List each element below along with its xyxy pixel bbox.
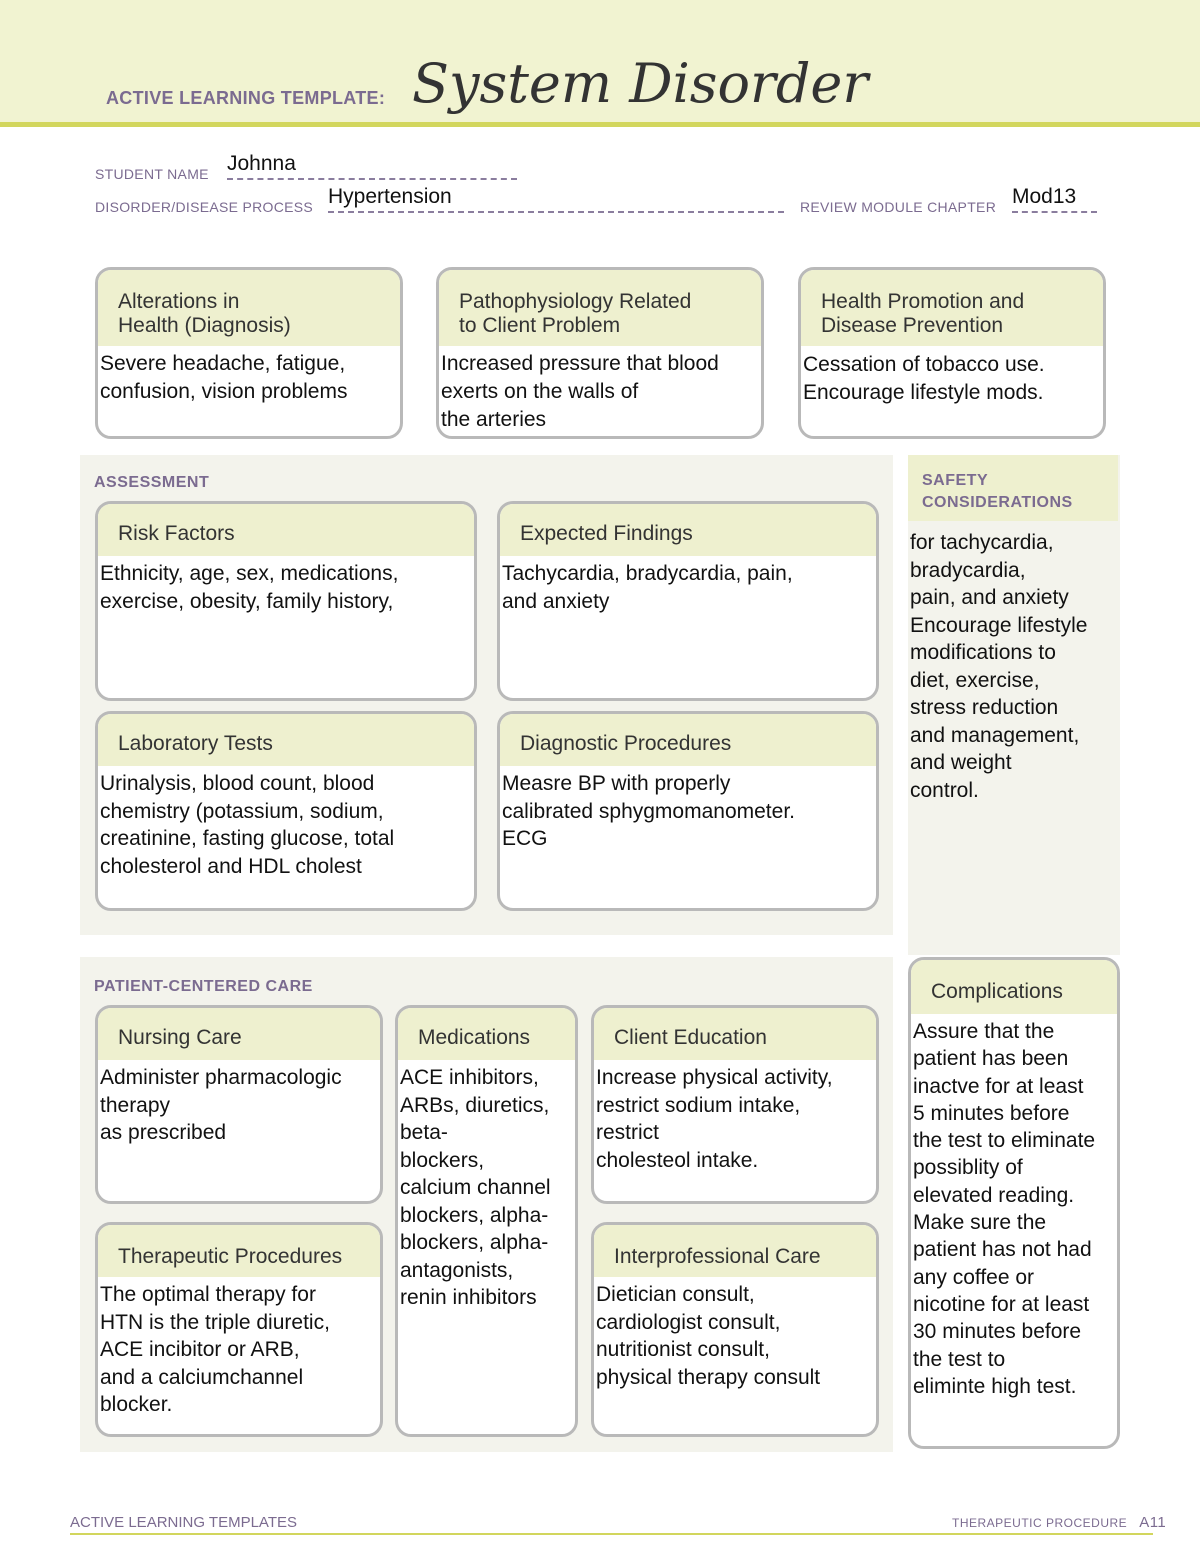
disorder-label: DISORDER/DISEASE PROCESS xyxy=(95,199,314,215)
box-title: Complications xyxy=(911,960,1117,1014)
student-name-field[interactable]: Johnna xyxy=(227,152,517,180)
box-body[interactable]: Measre BP with properly calibrated sphygmomanometer. ECG xyxy=(502,772,795,850)
laboratory-tests-box xyxy=(95,711,477,911)
box-title: Risk Factors xyxy=(98,504,474,556)
risk-factors-box xyxy=(95,501,477,701)
disorder-field[interactable]: Hypertension xyxy=(328,185,784,213)
footer-section: THERAPEUTIC PROCEDURE xyxy=(952,1516,1128,1530)
health-promotion-box xyxy=(798,267,1106,439)
page-number: A11 xyxy=(1139,1514,1167,1531)
box-title: Laboratory Tests xyxy=(98,714,474,766)
box-body[interactable]: Cessation of tobacco use. Encourage lifestyle mods. xyxy=(803,353,1045,404)
chapter-field[interactable]: Mod13 xyxy=(1012,185,1097,213)
safety-heading: SAFETY CONSIDERATIONS xyxy=(908,455,1118,521)
footer-divider xyxy=(70,1533,1153,1535)
student-name-label: STUDENT NAME xyxy=(95,166,209,182)
box-body[interactable]: Urinalysis, blood count, blood chemistry (potassium, sodium, creatinine, fasting glucose, total cholesterol and HDL cholest xyxy=(100,772,395,878)
therapeutic-procedures-box xyxy=(95,1222,383,1437)
box-title: Pathophysiology Related to Client Problem xyxy=(439,270,761,346)
box-title: Alterations in Health (Diagnosis) xyxy=(98,270,400,346)
template-label: ACTIVE LEARNING TEMPLATE: xyxy=(106,88,386,108)
assessment-heading: ASSESSMENT xyxy=(94,474,210,491)
patient-centered-care-heading: PATIENT-CENTERED CARE xyxy=(94,978,313,995)
complications-box xyxy=(908,957,1120,1449)
box-title: Diagnostic Procedures xyxy=(500,714,876,766)
box-title: Interprofessional Care xyxy=(594,1225,876,1277)
nursing-care-box xyxy=(95,1005,383,1204)
box-body[interactable]: Increased pressure that blood exerts on the walls of the arteries xyxy=(441,352,719,431)
alterations-box xyxy=(95,267,403,439)
box-body[interactable]: Ethnicity, age, sex, medications, exercise, obesity, family history, xyxy=(100,562,399,613)
diagnostic-procedures-box xyxy=(497,711,879,911)
header-divider xyxy=(0,122,1200,127)
box-body[interactable]: Severe headache, fatigue, confusion, vision problems xyxy=(100,352,348,403)
box-title: Expected Findings xyxy=(500,504,876,556)
box-title: Client Education xyxy=(594,1008,876,1060)
box-title: Therapeutic Procedures xyxy=(98,1225,380,1277)
box-body[interactable]: Increase physical activity, restrict sodium intake, restrict cholesteol intake. xyxy=(596,1066,833,1172)
box-body[interactable]: Tachycardia, bradycardia, pain, and anxiety xyxy=(502,562,793,613)
box-body[interactable]: Dietician consult, cardiologist consult, nutritionist consult, physical therapy consult xyxy=(596,1283,821,1389)
footer-right xyxy=(952,1514,1166,1531)
footer-left: ACTIVE LEARNING TEMPLATES xyxy=(70,1514,297,1531)
box-body[interactable]: Assure that the patient has been inactve for at least 5 minutes before the test to eliminate possiblity of elevated reading. Make sure the patient has not had any coffee or nicotine for at least 30 minutes before the test to eliminte high test. xyxy=(913,1020,1096,1398)
box-body[interactable]: Administer pharmacologic therapy as prescribed xyxy=(100,1066,342,1144)
interprofessional-care-box xyxy=(591,1222,879,1437)
chapter-label: REVIEW MODULE CHAPTER xyxy=(800,199,997,215)
box-title: Health Promotion and Disease Prevention xyxy=(801,270,1103,346)
page-title: System Disorder xyxy=(412,52,869,115)
pathophysiology-box xyxy=(436,267,764,439)
medications-box xyxy=(395,1005,578,1437)
safety-body[interactable]: for tachycardia, bradycardia, pain, and anxiety Encourage lifestyle modifications to diet, exercise, stress reduction and management, and weight control. xyxy=(910,531,1088,802)
box-body[interactable]: The optimal therapy for HTN is the triple diuretic, ACE incibitor or ARB, and a calciumchannel blocker. xyxy=(100,1283,330,1416)
client-education-box xyxy=(591,1005,879,1204)
expected-findings-box xyxy=(497,501,879,701)
box-title: Nursing Care xyxy=(98,1008,380,1060)
box-title: Medications xyxy=(398,1008,575,1060)
box-body[interactable]: ACE inhibitors, ARBs, diuretics, beta- blockers, calcium channel blockers, alpha- blockers, alpha- antagonists, renin inhibitors xyxy=(400,1066,551,1309)
